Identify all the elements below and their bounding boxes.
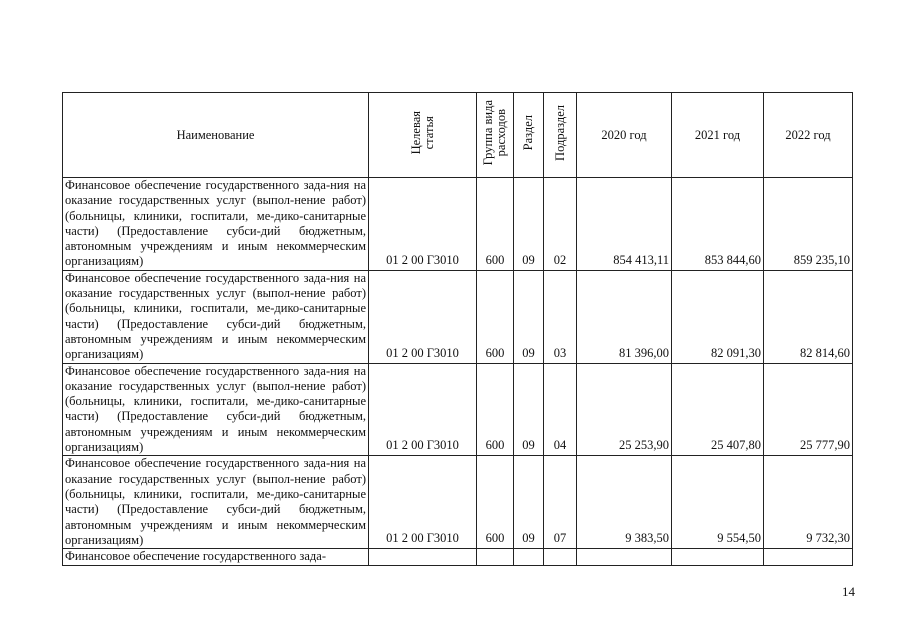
header-subsection: Подраздел xyxy=(544,93,577,178)
row-amount-2022 xyxy=(764,549,853,566)
row-name: Финансовое обеспечение государственного зада- xyxy=(63,549,369,566)
row-amount-2022: 859 235,10 xyxy=(764,178,853,271)
row-amount-2022: 25 777,90 xyxy=(764,363,853,456)
row-amount-2020: 9 383,50 xyxy=(577,456,672,549)
header-year-2020: 2020 год xyxy=(577,93,672,178)
row-target-article: 01 2 00 Г3010 xyxy=(369,178,477,271)
table-row xyxy=(63,178,853,271)
row-amount-2022: 82 814,60 xyxy=(764,270,853,363)
row-target-article xyxy=(369,549,477,566)
header-year-2021: 2021 год xyxy=(672,93,764,178)
header-section: Раздел xyxy=(514,93,544,178)
row-expense-group: 600 xyxy=(477,270,514,363)
row-target-article: 01 2 00 Г3010 xyxy=(369,270,477,363)
row-name: Финансовое обеспечение государственного зада-ния на оказание государственных услуг (выпол-нение работ) (больницы, клиники, госпитали, ме-дико-санитарные части) (Предоставление субси-дий бюджетным, автономным учреждениям и иным некоммерческим организациям) xyxy=(63,456,369,549)
row-target-article: 01 2 00 Г3010 xyxy=(369,363,477,456)
row-amount-2021: 25 407,80 xyxy=(672,363,764,456)
row-subsection xyxy=(544,549,577,566)
table-row xyxy=(63,270,853,363)
row-expense-group: 600 xyxy=(477,363,514,456)
row-amount-2021: 853 844,60 xyxy=(672,178,764,271)
row-subsection: 04 xyxy=(544,363,577,456)
header-name: Наименование xyxy=(63,93,369,178)
row-subsection: 07 xyxy=(544,456,577,549)
row-subsection: 03 xyxy=(544,270,577,363)
row-section: 09 xyxy=(514,270,544,363)
header-expense-group: Группа вида расходов xyxy=(477,93,514,178)
row-amount-2020: 25 253,90 xyxy=(577,363,672,456)
row-amount-2020: 81 396,00 xyxy=(577,270,672,363)
row-section xyxy=(514,549,544,566)
row-amount-2021: 9 554,50 xyxy=(672,456,764,549)
row-amount-2021: 82 091,30 xyxy=(672,270,764,363)
row-amount-2020 xyxy=(577,549,672,566)
row-name: Финансовое обеспечение государственного зада-ния на оказание государственных услуг (выпол-нение работ) (больницы, клиники, госпитали, ме-дико-санитарные части) (Предоставление субси-дий бюджетным, автономным учреждениям и иным некоммерческим организациям) xyxy=(63,270,369,363)
budget-table xyxy=(62,92,853,566)
header-year-2022: 2022 год xyxy=(764,93,853,178)
row-expense-group xyxy=(477,549,514,566)
row-name: Финансовое обеспечение государственного зада-ния на оказание государственных услуг (выпол-нение работ) (больницы, клиники, госпитали, ме-дико-санитарные части) (Предоставление субси-дий бюджетным, автономным учреждениям и иным некоммерческим организациям) xyxy=(63,178,369,271)
row-subsection: 02 xyxy=(544,178,577,271)
row-section: 09 xyxy=(514,456,544,549)
row-target-article: 01 2 00 Г3010 xyxy=(369,456,477,549)
row-amount-2020: 854 413,11 xyxy=(577,178,672,271)
header-target-article: Целевая статья xyxy=(369,93,477,178)
table-row-partial xyxy=(63,549,853,566)
page-number: 14 xyxy=(842,584,855,599)
row-amount-2021 xyxy=(672,549,764,566)
row-section: 09 xyxy=(514,363,544,456)
row-amount-2022: 9 732,30 xyxy=(764,456,853,549)
row-expense-group: 600 xyxy=(477,178,514,271)
table-row xyxy=(63,456,853,549)
table-row xyxy=(63,363,853,456)
header-row xyxy=(63,93,853,178)
row-name: Финансовое обеспечение государственного зада-ния на оказание государственных услуг (выпол-нение работ) (больницы, клиники, госпитали, ме-дико-санитарные части) (Предоставление субси-дий бюджетным, автономным учреждениям и иным некоммерческим организациям) xyxy=(63,363,369,456)
row-section: 09 xyxy=(514,178,544,271)
row-expense-group: 600 xyxy=(477,456,514,549)
